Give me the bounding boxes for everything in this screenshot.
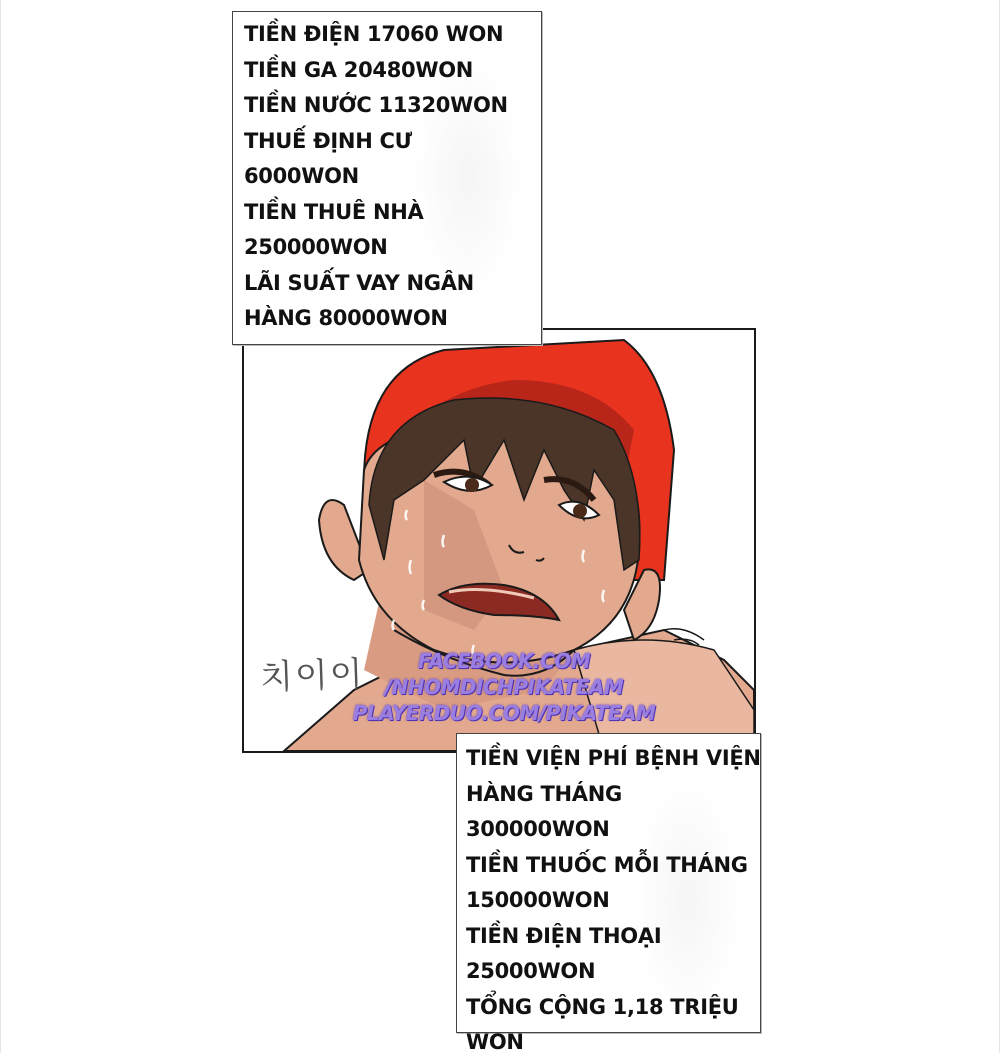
caption-line: 300000WON xyxy=(466,817,610,841)
caption-line: THUẾ ĐỊNH CƯ xyxy=(244,128,412,153)
caption-line: 250000WON xyxy=(244,235,388,259)
caption-line: HÀNG 80000WON xyxy=(244,306,448,330)
caption-line: 25000WON xyxy=(466,959,596,983)
caption-line: TIỀN THUÊ NHÀ xyxy=(244,199,424,224)
caption-line: TỔNG CỘNG 1,18 TRIỆU xyxy=(466,994,739,1019)
watermark xyxy=(344,648,664,726)
caption-line: TIỀN ĐIỆN 17060 WON xyxy=(244,22,504,46)
watermark-line: /NHOMDICHPIKATEAM xyxy=(384,675,624,699)
caption-box-expenses-bottom xyxy=(456,733,761,1054)
watermark-line: FACEBOOK.COM xyxy=(417,649,591,673)
caption-line: WON xyxy=(466,1030,524,1054)
caption-line: TIỀN GA 20480WON xyxy=(244,57,474,82)
caption-line: 150000WON xyxy=(466,888,610,912)
page-edge-left xyxy=(0,0,1,1053)
comic-panel xyxy=(242,328,756,753)
watermark-line: PLAYERDUO.COM/PIKATEAM xyxy=(352,701,656,725)
caption-line: TIỀN VIỆN PHÍ BỆNH VIỆN xyxy=(466,746,761,770)
caption-box-expenses-top xyxy=(232,11,542,345)
caption-line: HÀNG THÁNG xyxy=(466,781,622,806)
caption-line: TIỀN NƯỚC 11320WON xyxy=(244,93,508,117)
caption-line: LÃI SUẤT VAY NGÂN xyxy=(244,270,474,295)
caption-line: TIỀN THUỐC MỖI THÁNG xyxy=(466,852,748,877)
caption-line: TIỀN ĐIỆN THOẠI xyxy=(466,923,662,948)
sound-effect-text: 치이이 xyxy=(259,654,366,698)
caption-line: 6000WON xyxy=(244,164,359,188)
